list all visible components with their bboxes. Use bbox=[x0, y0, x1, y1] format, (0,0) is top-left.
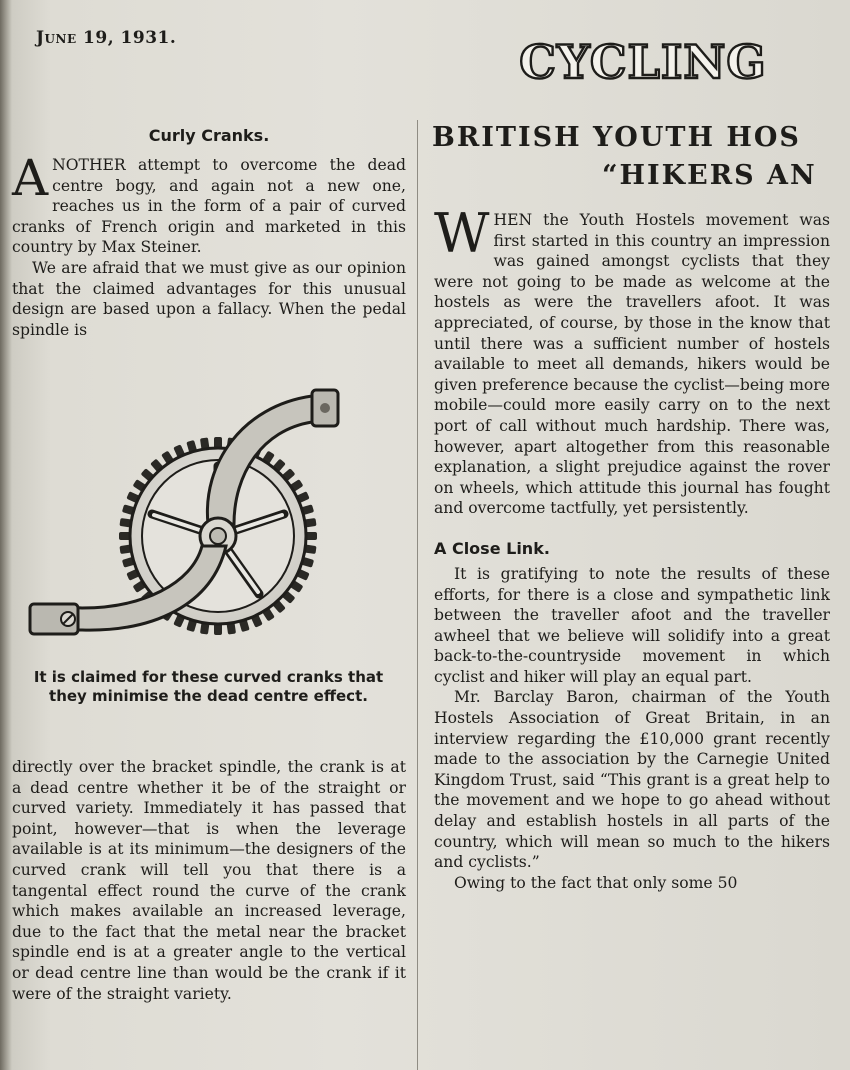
drop-cap: A bbox=[12, 149, 49, 207]
article-paragraph-1 bbox=[12, 149, 406, 258]
headline-line-1: BRITISH YOUTH HOS bbox=[432, 122, 801, 153]
issue-date: June 19, 1931. bbox=[36, 28, 177, 48]
paragraph-text: NOTHER attempt to overcome the dead centre bogy, and again not a new one, reaches us in the form of a pair of curved cranks of French origin and marketed in this country by Max Steiner. bbox=[12, 156, 406, 257]
headline-line-2: “HIKERS AN bbox=[602, 160, 817, 191]
cycling-masthead-logo bbox=[518, 28, 768, 94]
hostels-paragraph-1 bbox=[434, 202, 830, 519]
illustration-caption: It is claimed for these curved cranks that they minimise the dead centre effect. bbox=[33, 668, 384, 705]
curved-crank-illustration bbox=[12, 384, 412, 662]
hostels-paragraph-2: It is gratifying to note the results of these efforts, for there is a close and sympathetic link between the traveller afoot and the traveller awheel that we believe will solidify into a great back-to-the-countryside movement in which cyclist and hiker will play an equal part. bbox=[434, 564, 830, 686]
column-divider bbox=[417, 120, 418, 1070]
article-heading: Curly Cranks. bbox=[148, 126, 270, 145]
youth-hostels-article bbox=[434, 202, 830, 893]
drop-cap: W bbox=[434, 202, 490, 265]
hostels-paragraph-4: Owing to the fact that only some 50 bbox=[454, 873, 738, 892]
curly-cranks-article bbox=[12, 126, 406, 340]
subheading-close-link: A Close Link. bbox=[434, 538, 550, 558]
article-paragraph-3: directly over the bracket spindle, the crank is at a dead centre whether it be of the straight or curved variety. Immediately it has passed that point, however—that is when the leverage available is at its minimum—the designers of the curved crank will tell you that there is a tangental effect round the curve of the crank which makes available an increased leverage, due to the fact that the metal near the bracket spindle end is at a greater angle to the vertical or dead centre line than would be the crank if it were of the straight variety. bbox=[12, 758, 406, 1003]
curly-cranks-continuation bbox=[12, 757, 406, 1004]
masthead-text: CYCLING bbox=[519, 35, 767, 89]
hostels-paragraph-3: Mr. Barclay Baron, chairman of the Youth Hostels Association of Great Britain, in an interview regarding the £10,000 grant recently made to the association by the Carnegie United Kingdom Trust, said “This grant is a great help to the movement and we hope to go ahead without delay and establish hostels in all parts of the country, which will mean so much to the hikers and cyclists.” bbox=[434, 688, 830, 872]
paragraph-text: HEN the Youth Hostels movement was first started in this country an impression was gained amongst cyclists that they were not going to be made as welcome at the hostels as were the travellers afoot. It was appreciated, of course, by those in the know that until there was a sufficient number of hostels available to meet all demands, hikers would be given preference because the cyclist—being more mobile—could more easily carry on to the next port of call without much hardship. There was, however, apart altogether from this reasonable explanation, a slight prejudice against the rover on wheels, which attitude this journal has fought and overcome tactfully, yet persistently. bbox=[434, 211, 830, 518]
article-paragraph-2: We are afraid that we must give as our opinion that the claimed advantages for this unusual design are based upon a fallacy. When the pedal spindle is bbox=[12, 258, 406, 339]
page-binding-shadow bbox=[0, 0, 12, 1070]
